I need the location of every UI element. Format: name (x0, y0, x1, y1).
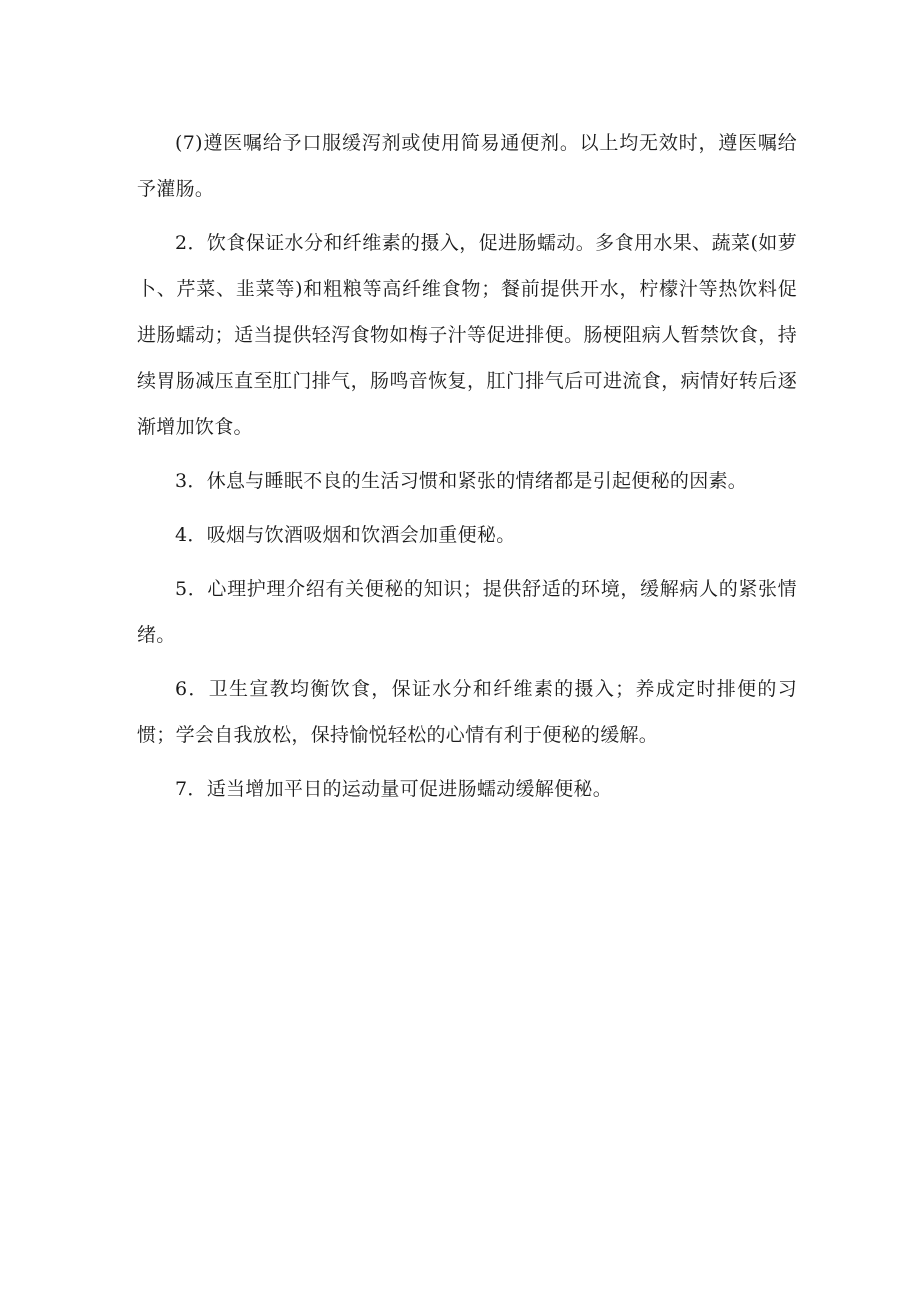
paragraph-smoking-drinking: 4．吸烟与饮酒吸烟和饮酒会加重便秘。 (175, 524, 516, 546)
paragraph-rest-sleep: 3．休息与睡眠不良的生活习惯和紧张的情绪都是引起便秘的因素。 (175, 470, 748, 492)
paragraph-laxative: (7)遵医嘱给予口服缓泻剂或使用简易通便剂。以上均无效时，遵医嘱给予灌肠。 (137, 132, 797, 200)
paragraph-exercise: 7．适当增加平日的运动量可促进肠蠕动缓解便秘。 (175, 778, 612, 800)
paragraph-psychological-care: 5．心理护理介绍有关便秘的知识；提供舒适的环境，缓解病人的紧张情绪。 (137, 578, 797, 646)
paragraph-diet: 2．饮食保证水分和纤维素的摄入，促进肠蠕动。多食用水果、蔬菜(如萝卜、芹菜、韭菜等)和粗粮等高纤维食物；餐前提供开水，柠檬汁等热饮料促进肠蠕动；适当提供轻泻食物如梅子汁等促进排便。肠梗阻病人暂禁饮食，持续胃肠减压直至肛门排气，肠鸣音恢复，肛门排气后可进流食，病情好转后逐渐增加饮食。 (137, 232, 797, 438)
paragraph-health-education: 6．卫生宣教均衡饮食，保证水分和纤维素的摄入；养成定时排便的习惯；学会自我放松，保持愉悦轻松的心情有利于便秘的缓解。 (137, 678, 797, 746)
document-page (137, 120, 797, 820)
